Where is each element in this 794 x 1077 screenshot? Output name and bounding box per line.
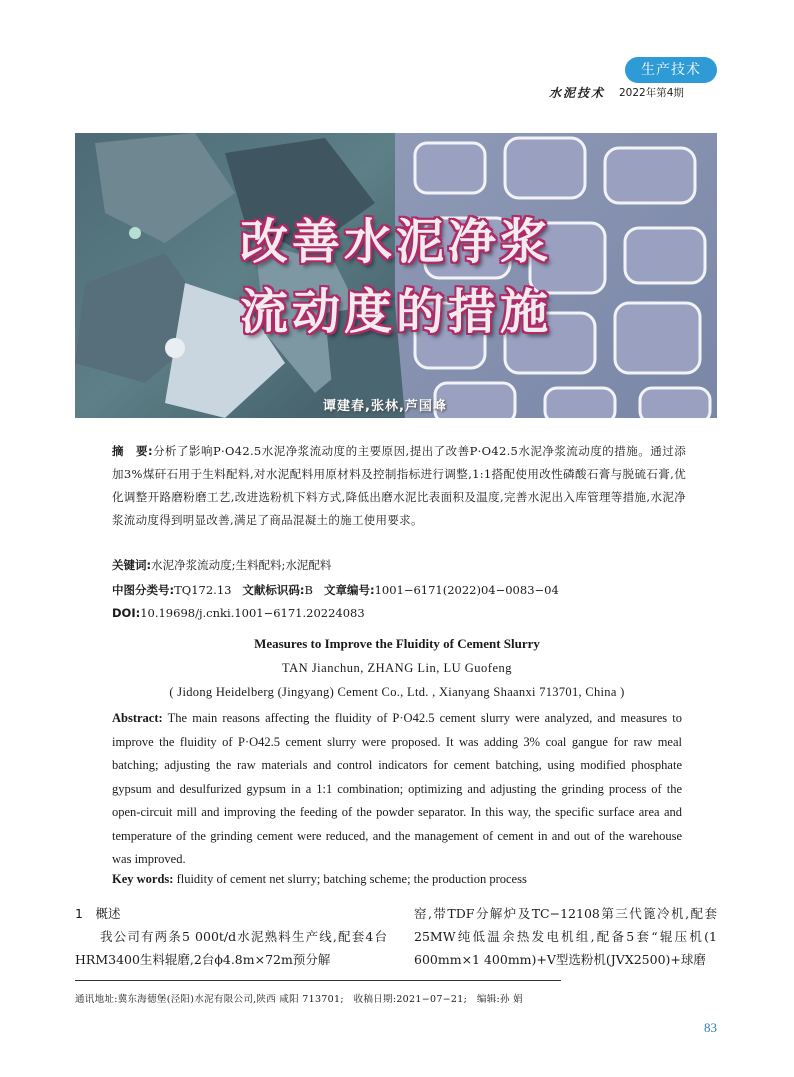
section-heading: 1 概述	[75, 906, 121, 921]
abstract-cn-label: 摘 要:	[112, 444, 153, 458]
english-abstract-label: Abstract:	[112, 711, 163, 725]
doi-value: 10.19698/j.cnki.1001−6171.20224083	[140, 606, 365, 620]
doc-code-label: 文献标识码:	[242, 583, 305, 597]
doi-label: DOI:	[112, 606, 141, 620]
keywords-cn-text: 水泥净浆流动度;生料配料;水泥配料	[151, 558, 332, 572]
english-title: Measures to Improve the Fluidity of Cement Slurry	[254, 636, 540, 651]
abstract-cn-text: 分析了影响P·O42.5水泥净浆流动度的主要原因,提出了改善P·O42.5水泥净浆流动度的措施。通过添加3%煤矸石用于生料配料,对水泥配料用原材料及控制指标进行调整,1:1搭配使用改性磷酸石膏与脱硫石膏,优化调整开路磨粉磨工艺,改进选粉机下料方式,降低出磨水泥比表面积及温度,完善水泥出入库管理等措施,水泥净浆流动度得到明显改善,满足了商品混凝土的施工使用要求。	[112, 444, 686, 527]
title-line-2: 流动度的措施	[239, 284, 552, 340]
doc-code-value: B	[304, 583, 313, 597]
keywords-cn	[112, 557, 331, 573]
section-tag: 生产技术	[625, 57, 717, 83]
body-left-text: 我公司有两条5 000t/d水泥熟料生产线,配套4台HRM3400生料辊磨,2台ϕ4.8m×72m预分解	[75, 929, 387, 967]
body-right-column	[414, 902, 717, 971]
title-line-1: 改善水泥净浆	[239, 214, 552, 270]
authors: 谭建春,张林,芦国峰	[323, 399, 447, 414]
hero-image	[75, 133, 717, 418]
abstract-cn	[112, 440, 686, 532]
article-number-value: 1001−6171(2022)04−0083−04	[374, 583, 559, 597]
english-affiliation: ( Jidong Heidelberg (Jingyang) Cement Co., Ltd. , Xianyang Shaanxi 713701, China )	[169, 685, 625, 699]
footnote: 通讯地址:冀东海德堡(泾阳)水泥有限公司,陕西 咸阳 713701; 收稿日期:2021−07−21; 编辑:孙 娟	[75, 994, 523, 1005]
clc-value: TQ172.13	[174, 583, 232, 597]
english-abstract-text: The main reasons affecting the fluidity of P·O42.5 cement slurry were analyzed, and measures to improve the fluidity of P·O42.5 cement slurry were proposed. It was adding 3% coal gangue for raw meal batching; adjusting the raw materials and control indicators for cement batching, using modified phosphate gypsum and desulfurized gypsum in a 1:1 combination; optimizing and adjusting the grinding process of the open-circuit mill and improving the feeding of the powder separator. In this way, the specific surface area and temperature of the grinding cement were reduced, and the management of cement in and out of the warehouse was improved.	[112, 711, 683, 866]
english-keywords-text: fluidity of cement net slurry; batching scheme; the production process	[176, 872, 527, 886]
english-keywords	[112, 872, 527, 887]
classification	[112, 582, 559, 598]
clc-label: 中图分类号:	[112, 583, 175, 597]
issue-label: 2022年第4期	[619, 87, 684, 99]
english-abstract	[112, 707, 682, 872]
journal-name: 水泥技术	[549, 86, 606, 100]
english-authors: TAN Jianchun, ZHANG Lin, LU Guofeng	[282, 661, 512, 675]
page-number: 83	[704, 1020, 717, 1035]
english-keywords-label: Key words:	[112, 872, 174, 886]
body-left-column	[75, 902, 387, 971]
article-number-label: 文章编号:	[323, 583, 375, 597]
keywords-cn-label: 关键词:	[112, 558, 152, 572]
footnote-rule	[75, 980, 561, 981]
doi	[112, 606, 365, 620]
body-right-text: 窑,带TDF分解炉及TC−12108第三代篦冷机,配套25MW纯低温余热发电机组,配备5套“辊压机(1 600mm×1 400mm)+V型选粉机(JVX2500)+球磨	[414, 906, 717, 967]
